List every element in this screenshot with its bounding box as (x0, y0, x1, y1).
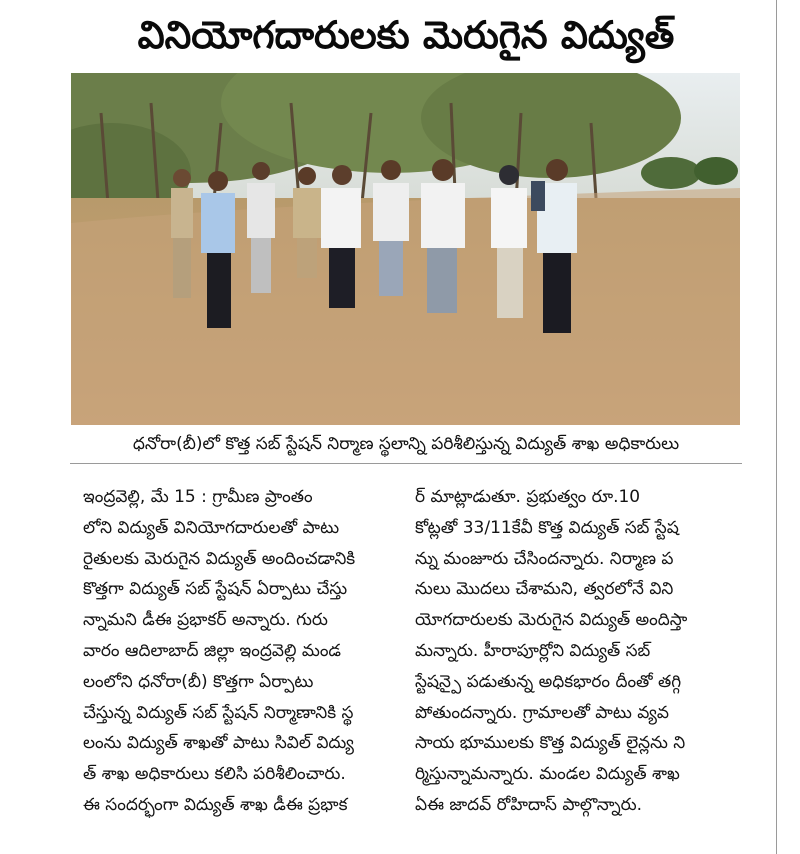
article-line: ఈ సందర్భంగా విద్యుత్ శాఖ డీఈ ప్రభాక (83, 794, 348, 815)
article-line: న్ను మంజూరు చేసిందన్నారు. నిర్మాణ ప (415, 548, 674, 569)
article-line: పోతుందన్నారు. గ్రామాలతో పాటు వ్యవ (415, 702, 670, 723)
article-line: లోని విద్యుత్ వినియోగదారులతో పాటు (83, 517, 340, 538)
field-officials-photo (71, 73, 740, 425)
article-line: మన్నారు. హీరాపూర్లోని విద్యుత్ సబ్ (415, 640, 651, 661)
photo-caption: ధనోరా(బీ)లో కొత్త సబ్ స్టేషన్ నిర్మాణ స్థలాన్ని పరిశీలిస్తున్న విద్యుత్ శాఖ అధికారులు (132, 434, 680, 454)
article-line: యోగదారులకు మెరుగైన విద్యుత్ అందిస్తా (415, 610, 688, 631)
article-line: కొత్తగా విద్యుత్ సబ్ స్టేషన్ ఏర్పాటు చేస్తు (83, 579, 348, 600)
article-line: ర్ మాట్లాడుతూ. ప్రభుత్వం రూ.10 (415, 487, 641, 507)
divider (70, 463, 742, 464)
article-line: లంను విద్యుత్ శాఖతో పాటు సివిల్ విద్యు (83, 733, 354, 754)
article-line: చేస్తున్న విద్యుత్ సబ్ స్టేషన్ నిర్మాణానికి స్థ (83, 702, 354, 723)
article-line: సాయ భూములకు కొత్త విద్యుత్ లైన్లను ని (415, 733, 686, 754)
headline: వినియోగదారులకు మెరుగైన విద్యుత్ (137, 13, 675, 57)
article-line: ఏఈ జాదవ్ రోహిదాస్ పాల్గొన్నారు. (415, 794, 642, 815)
article-line: వారం ఆదిలాబాద్ జిల్లా ఇంద్రవెల్లి మండ (83, 640, 342, 661)
article-line: కోట్లతో 33/11కేవీ కొత్త విద్యుత్ సబ్ స్టేష (415, 517, 679, 538)
article-column-left (83, 482, 405, 821)
article-line: న్నామని డీఈ ప్రభాకర్ అన్నారు. గురు (83, 610, 328, 631)
column-divider (776, 0, 777, 854)
article-line: నులు మొదలు చేశామని, త్వరలోనే విని (415, 579, 674, 600)
article-line: స్టేషన్పై పడుతున్న అధికభారం దీంతో తగ్గి (415, 671, 682, 692)
article-column-right (415, 482, 737, 821)
article-line: ర్మిస్తున్నామన్నారు. మండల విద్యుత్ శాఖ (415, 764, 680, 785)
article-line: లంలోని ధనోరా(బీ) కొత్తగా ఏర్పాటు (83, 671, 314, 692)
article-line: రైతులకు మెరుగైన విద్యుత్ అందించడానికి (83, 548, 356, 569)
article-line: ఇంద్రవెల్లి, మే 15 : గ్రామీణ ప్రాంతం (83, 487, 313, 507)
article-line: త్ శాఖ అధికారులు కలిసి పరిశీలించారు. (83, 764, 346, 785)
